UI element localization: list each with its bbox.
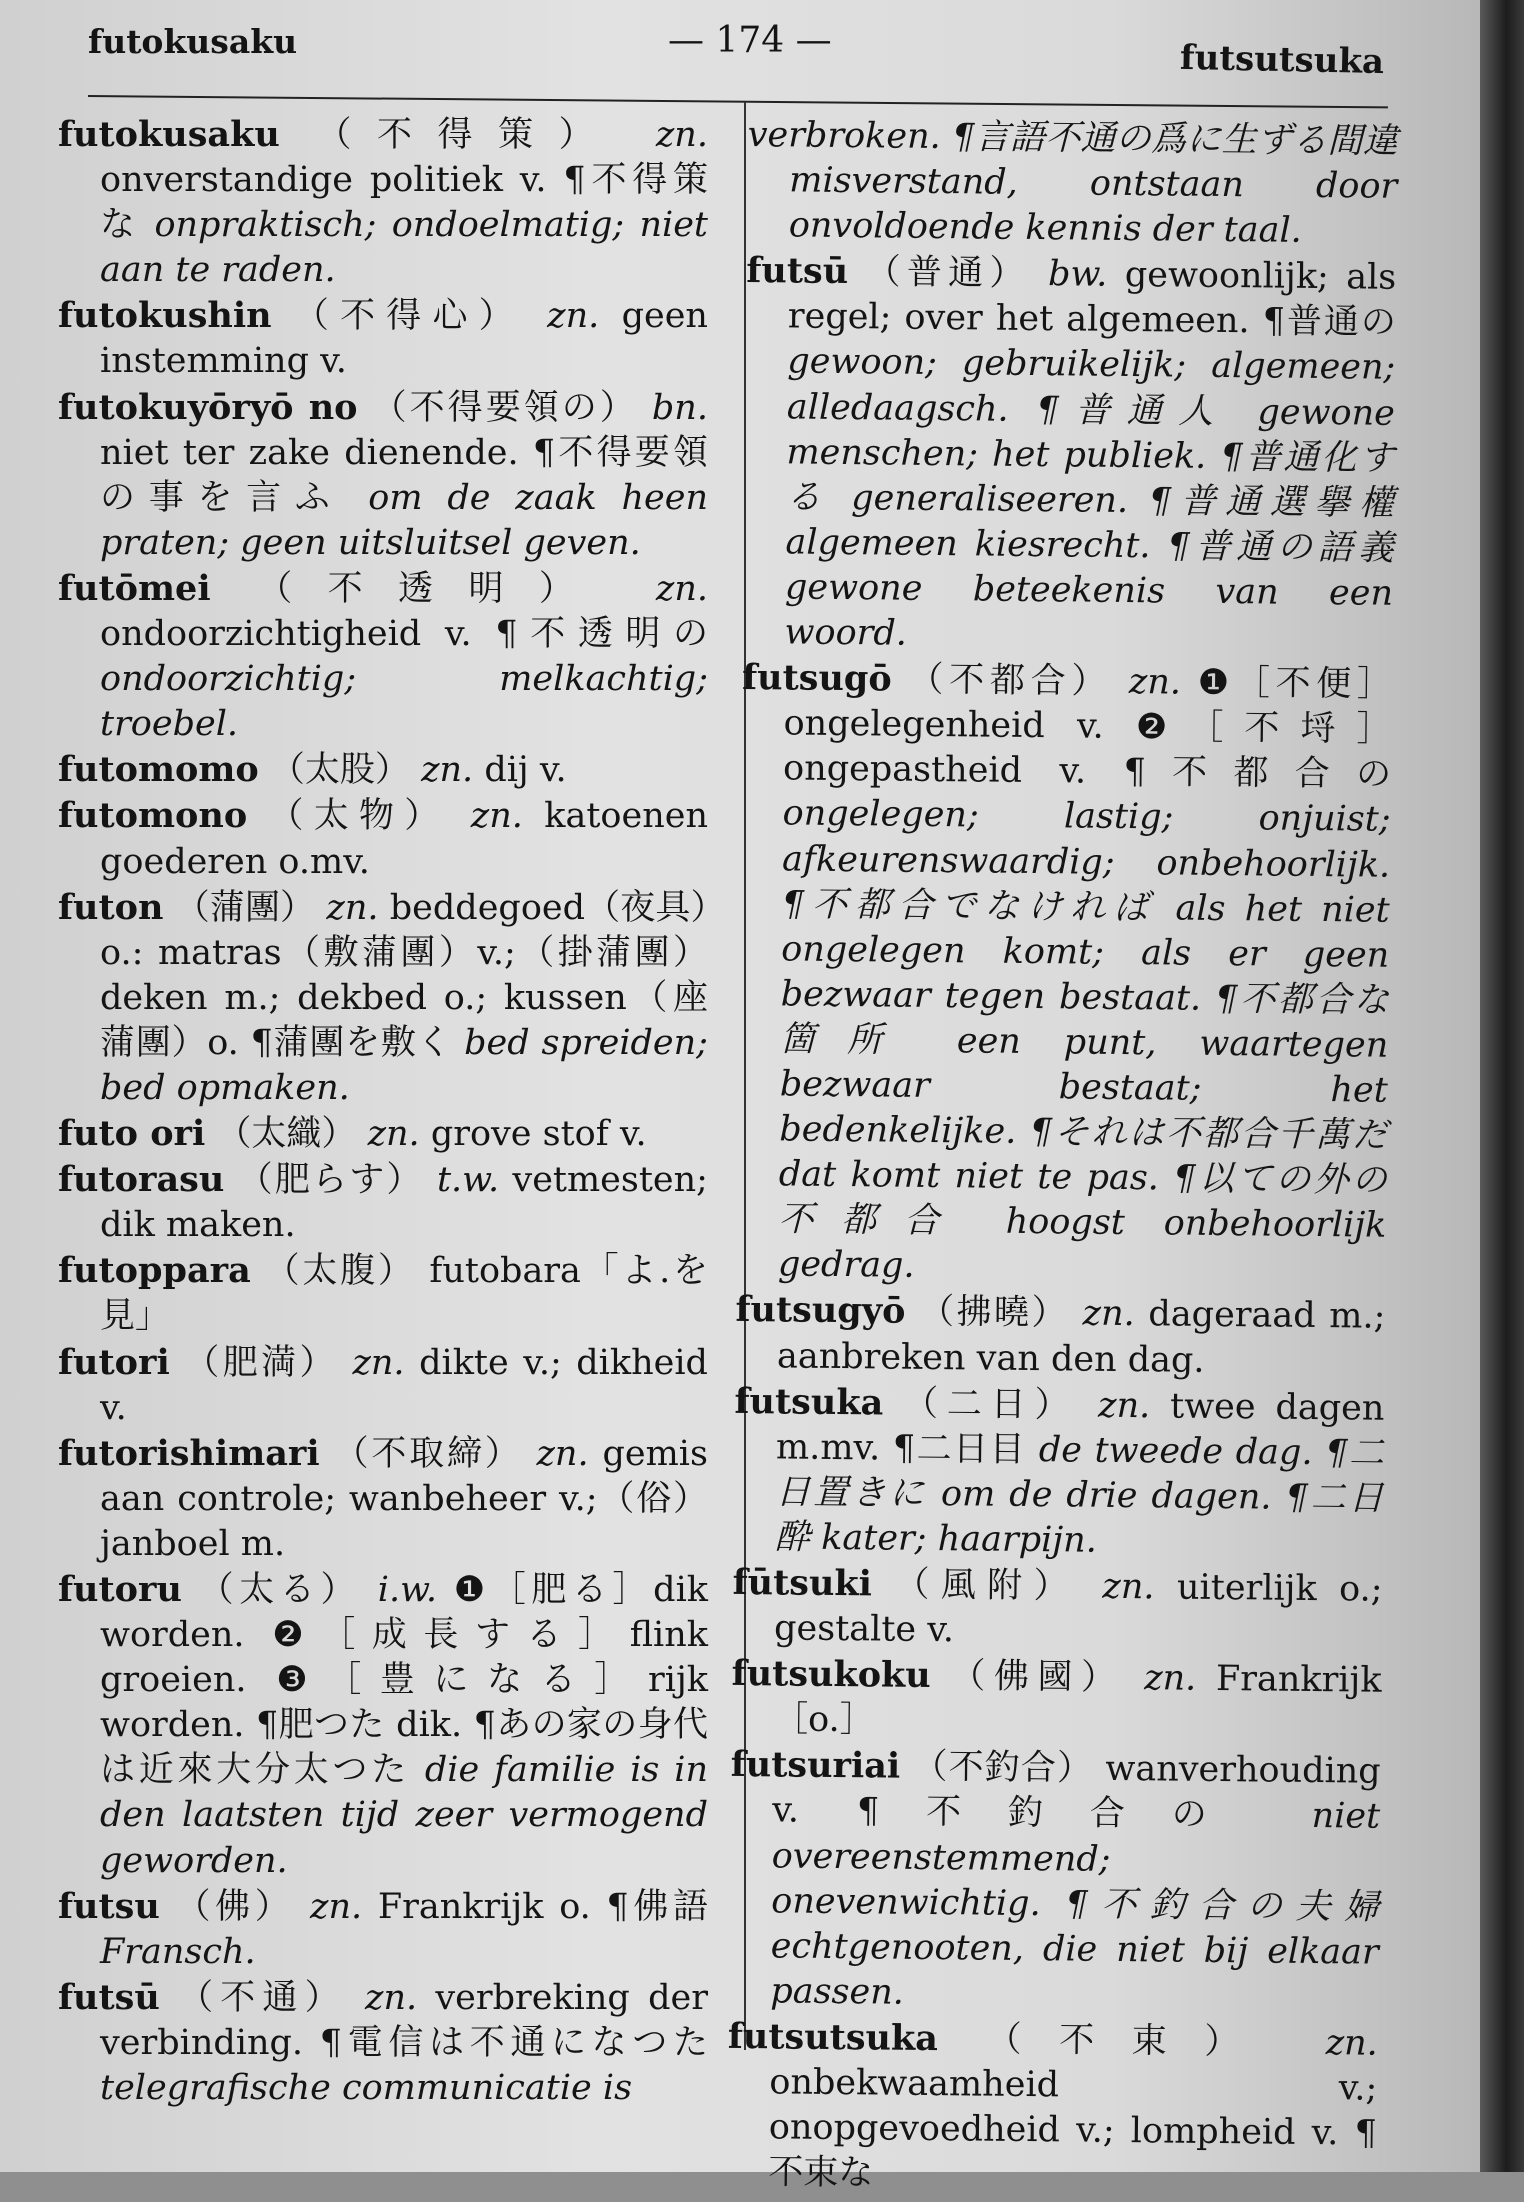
dictionary-entry: [58, 293, 708, 384]
definition-text: niet ter zake dienende. ¶不得要領の事を言ふ: [100, 433, 708, 518]
headword: futsukoku: [731, 1653, 931, 1696]
part-of-speech: zn.: [1082, 1294, 1135, 1335]
kanji: （不通）: [178, 1978, 347, 2018]
part-of-speech: zn.: [1325, 2023, 1378, 2064]
kanji: （佛）: [176, 1887, 295, 1927]
part-of-speech: zn.: [326, 888, 378, 928]
part-of-speech: zn.: [1098, 1385, 1151, 1426]
part-of-speech: zn.: [365, 1978, 417, 2018]
italic-translation: verbroken. ¶言語不通の爲に生ずる間違 misverstand, ontstaan door onvoldoende kennis der taal.: [748, 115, 1398, 251]
kanji: （不得心）: [294, 296, 525, 336]
dictionary-entry: [58, 1975, 708, 2111]
part-of-speech: zn.: [536, 1434, 588, 1474]
dictionary-entry: [58, 1567, 708, 1884]
headword: futoru: [58, 1569, 182, 1610]
kanji: （不都合）: [908, 660, 1112, 702]
kanji: （太織）: [216, 1114, 356, 1154]
dictionary-entry: [735, 1287, 1386, 1385]
definition-text: twee dagen m.mv. ¶二日目: [776, 1386, 1385, 1470]
kanji: （不取締）: [334, 1434, 523, 1474]
italic-translation: telegrafische communicatie is: [100, 2068, 632, 2108]
headword: futorishimari: [58, 1433, 320, 1474]
headword: futo ori: [58, 1113, 205, 1154]
definition-text: beddegoed（夜具）o.: matras（敷蒲團）v.;（掛蒲團）deken m.; dekbed o.; kussen（座蒲團）o. ¶蒲團を敷く: [100, 888, 708, 1063]
definition-text: onverstandige politiek v. ¶不得策な: [100, 160, 708, 245]
headword: futokuyōryō no: [58, 387, 358, 428]
dictionary-entry: [58, 1340, 708, 1431]
headword: futomomo: [58, 749, 259, 790]
right-guide-word: futsutsuka: [1180, 38, 1385, 82]
definition-text: dij v.: [484, 750, 566, 790]
headword: futokusaku: [58, 114, 280, 155]
headword: futorasu: [58, 1159, 224, 1200]
part-of-speech: zn.: [421, 750, 473, 790]
dictionary-entry: [747, 112, 1398, 255]
part-of-speech: zn.: [352, 1343, 404, 1383]
italic-translation: ondoorzichtig; melkachtig; troebel.: [100, 659, 708, 744]
headword: futoppara: [58, 1250, 251, 1291]
definition-text: grove stof v.: [431, 1114, 647, 1154]
kanji: （風附）: [894, 1565, 1080, 1607]
dictionary-entry: [736, 655, 1393, 1294]
italic-translation: ongelegen; lastig; onjuist; afkeurenswaardig; onbehoorlijk. ¶不都合でなければ als het niet ongelegen komt; als er geen bezwaar tegen bestaat. ¶不都合な箇所 een punt, waartegen bezwaar bestaat; het bedenkelijke. ¶それは不都合千萬だ dat komt niet te pas. ¶以ての外の不都合 hoogst onbehoorlijk gedrag.: [778, 794, 1391, 1286]
dictionary-entry: [58, 1111, 708, 1157]
definition-text: ondoorzichtigheid v. ¶不透明の: [100, 614, 708, 654]
headword: futokushin: [58, 295, 272, 336]
definition-text: Frankrijk［o.］: [773, 1659, 1382, 1741]
kanji: （太腹）: [265, 1251, 416, 1291]
headword: futsuka: [734, 1381, 883, 1424]
part-of-speech: zn.: [1129, 662, 1182, 703]
part-of-speech: zn.: [1102, 1567, 1155, 1608]
kanji: （蒲團）: [175, 888, 315, 928]
dictionary-entry: [58, 566, 708, 747]
dictionary-entry: [731, 1651, 1382, 1749]
dictionary-entry: [58, 1157, 708, 1248]
italic-translation: bed spreiden; bed opmaken.: [100, 1023, 708, 1108]
definition-text: Frankrijk o. ¶佛語: [378, 1887, 708, 1927]
italic-translation: die familie is in den laatsten tijd zeer vermogend geworden.: [100, 1750, 708, 1880]
part-of-speech: zn.: [310, 1887, 362, 1927]
headword: futsū: [58, 1977, 160, 2018]
kanji: （肥らす）: [238, 1160, 424, 1200]
page-header: [0, 0, 1480, 100]
definition-text: onbekwaamheid v.; onopgevoedheid v.; lompheid v. ¶不束な: [768, 2062, 1377, 2193]
italic-translation: onpraktisch; ondoelmatig; niet aan te raden.: [100, 205, 708, 290]
dictionary-entry: [58, 747, 708, 793]
definition-text: ❶［不便］ongelegenheid v. ❷［不埒］ongepastheid v. ¶不都合の: [783, 663, 1392, 795]
headword: futsuriai: [730, 1744, 900, 1787]
part-of-speech: zn.: [368, 1114, 420, 1154]
headword: futori: [58, 1342, 170, 1383]
italic-translation: niet overeenstemmend; onevenwichtig. ¶不釣合の夫婦 echtgenooten, die niet bij elkaar passen.: [770, 1796, 1380, 2012]
headword: fūtsuki: [732, 1562, 872, 1604]
definition-text: uiterlijk o.; gestalte v.: [774, 1568, 1383, 1651]
italic-translation: om de zaak heen praten; geen uitsluitsel geven.: [100, 478, 708, 563]
kanji: （不釣合）: [912, 1747, 1093, 1789]
headword: futsū: [746, 250, 848, 292]
part-of-speech: zn.: [1144, 1658, 1197, 1699]
definition-text: verbreking der verbinding. ¶電信は不通になつた: [100, 1978, 708, 2063]
definition-text: gewoonlijk; als regel; over het algemeen. ¶普通の: [788, 255, 1397, 343]
part-of-speech: t.w.: [437, 1160, 499, 1200]
dictionary-entry: [733, 1379, 1385, 1567]
part-of-speech: i.w.: [378, 1570, 437, 1610]
kanji: （不束）: [986, 2020, 1277, 2063]
headword: futsutsuka: [728, 2016, 938, 2059]
part-of-speech: bn.: [652, 388, 708, 428]
kanji: （拂曉）: [919, 1292, 1069, 1334]
definition-text: futobara「よ.を見」: [100, 1251, 708, 1336]
headword: futsu: [58, 1886, 160, 1927]
part-of-speech: zn.: [547, 296, 599, 336]
dictionary-entry: [728, 1742, 1381, 2020]
definition-text: wanverhouding v. ¶不釣合の: [772, 1749, 1381, 1836]
definition-text: geen instemming v.: [100, 296, 708, 381]
definition-text: dikte v.; dikheid v.: [100, 1343, 708, 1428]
italic-translation: Fransch.: [100, 1932, 256, 1972]
kanji: （太る）: [199, 1570, 361, 1610]
dictionary-entry: [726, 2014, 1378, 2202]
left-guide-word: futokusaku: [88, 22, 297, 61]
definition-text: gemis aan controle; wanbeheer v.;（俗）janboel m.: [100, 1434, 708, 1564]
dictionary-entry: [58, 793, 708, 884]
dictionary-entry: [58, 112, 708, 293]
dictionary-entry: [58, 885, 708, 1111]
dictionary-entry: [58, 1431, 708, 1567]
dictionary-entry: [58, 1248, 708, 1339]
part-of-speech: zn.: [471, 796, 523, 836]
headword: futsugō: [742, 657, 892, 700]
kanji: （普通）: [865, 253, 1031, 295]
dictionary-entry: [58, 1884, 708, 1975]
definition-text: dageraad m.; aanbreken van den dag.: [777, 1295, 1386, 1381]
kanji: （不得策）: [316, 115, 619, 155]
headword: futōmei: [58, 568, 211, 609]
kanji: （二日）: [903, 1383, 1079, 1425]
right-column: [726, 112, 1398, 2202]
headword: futomono: [58, 795, 247, 836]
italic-translation: gewoon; gebruikelijk; algemeen; alledaagsch. ¶普通人 gewone menschen; het publiek. ¶普通化する generaliseeren. ¶普通選擧權 algemeen kiesrecht. ¶普通の語義 gewone beteekenis van een woord.: [784, 342, 1395, 654]
definition-text: ❶［肥る］dik worden. ❷［成長する］flink groeien. ❸［豊になる］rijk worden. ¶肥つた dik. ¶あの家の身代は近來大分太つた: [100, 1570, 708, 1790]
book-edge: [1480, 0, 1524, 2172]
headword: futon: [58, 887, 163, 928]
dictionary-entry: [732, 1560, 1383, 1658]
definition-text: katoenen goederen o.mv.: [100, 796, 708, 881]
definition-text: vetmesten; dik maken.: [100, 1160, 708, 1245]
kanji: （佛國）: [950, 1656, 1125, 1698]
kanji: （太股）: [270, 750, 410, 790]
kanji: （肥満）: [184, 1343, 338, 1383]
part-of-speech: zn.: [656, 115, 708, 155]
headword: futsugyō: [735, 1289, 905, 1332]
left-column: [58, 112, 708, 2111]
kanji: （不得要領の）: [372, 388, 638, 428]
dictionary-entry: [58, 385, 708, 566]
part-of-speech: bw.: [1048, 254, 1108, 295]
italic-translation: de tweede dag. ¶二日置きに om de drie dagen. ¶二日酔 kater; haarpijn.: [775, 1430, 1384, 1561]
part-of-speech: zn.: [656, 569, 708, 609]
kanji: （太物）: [269, 796, 450, 836]
kanji: （不透明）: [257, 569, 609, 609]
page-number: — 174 —: [668, 20, 832, 61]
dictionary-entry: [742, 248, 1396, 662]
